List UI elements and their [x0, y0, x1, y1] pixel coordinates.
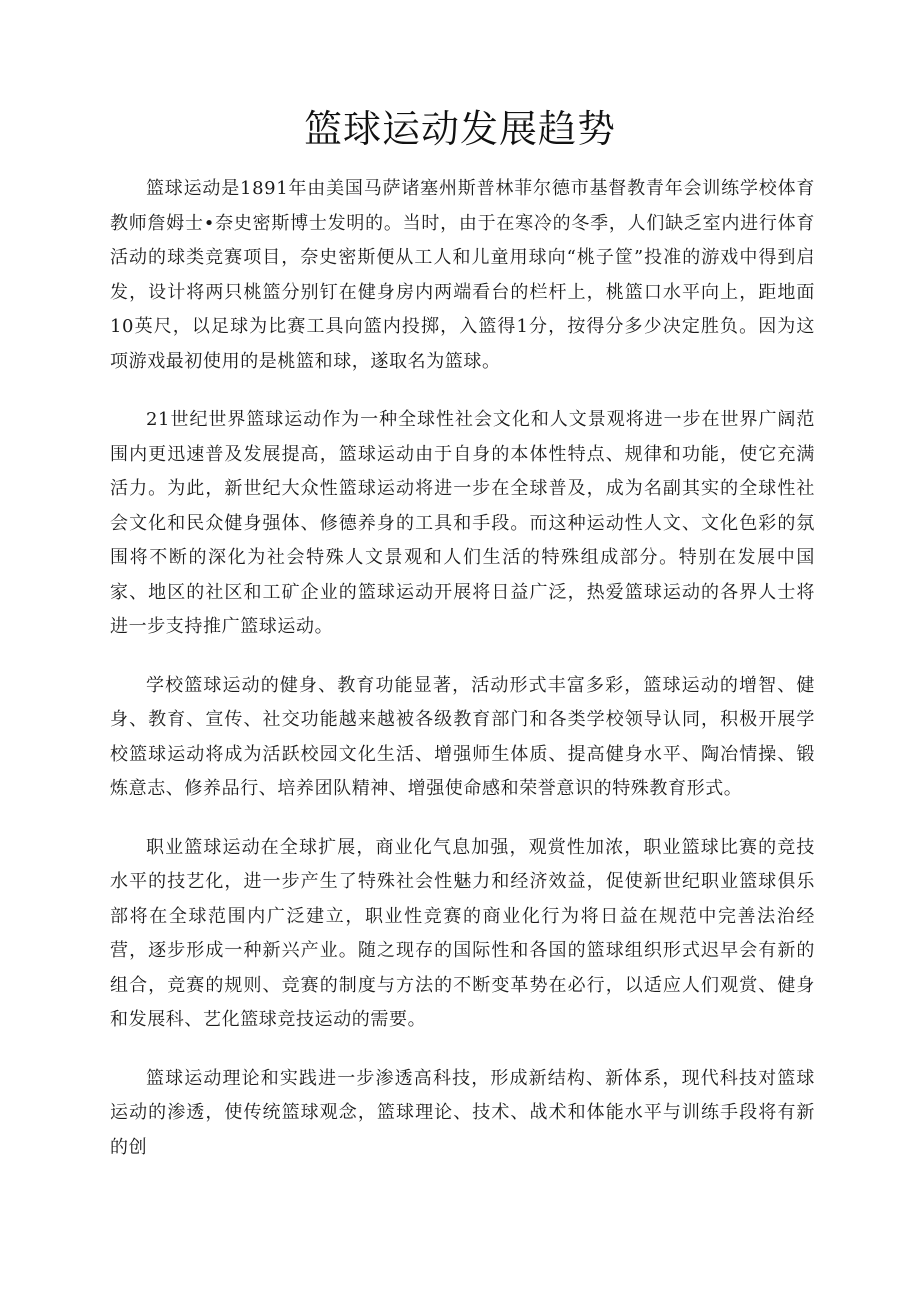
paragraph-21st-century: 21世纪世界篮球运动作为一种全球性社会文化和人文景观将进一步在世界广阔范围内更迅速普及发展提高，篮球运动由于自身的本体性特点、规律和功能，使它充满活力。为此，新世纪大众性篮球运动将进一步在全球普及，成为名副其实的全球性社会文化和民众健身强体、修德养身的工具和手段。而这种运动性人文、文化色彩的氛围将不断的深化为社会特殊人文景观和人们生活的特殊组成部分。特别在发展中国家、地区的社区和工矿企业的篮球运动开展将日益广泛，热爱篮球运动的各界人士将进一步支持推广篮球运动。: [110, 409, 815, 637]
document-title: 篮球运动发展趋势: [303, 107, 616, 151]
document-body: [110, 172, 815, 1189]
paragraph-professional-basketball: 职业篮球运动在全球扩展，商业化气息加强，观赏性加浓，职业篮球比赛的竞技水平的技艺化，进一步产生了特殊社会性魅力和经济效益，促使新世纪职业篮球俱乐部将在全球范围内广泛建立，职业性竞赛的商业化行为将日益在规范中完善法治经营，逐步形成一种新兴产业。随之现存的国际性和各国的篮球组织形式迟早会有新的组合，竞赛的规则、竞赛的制度与方法的不断变革势在必行，以适应人们观赏、健身和发展科、艺化篮球竞技运动的需要。: [110, 836, 815, 1030]
paragraph-origin: 篮球运动是1891年由美国马萨诸塞州斯普林菲尔德市基督教青年会训练学校体育教师詹姆士•奈史密斯博士发明的。当时，由于在寒冷的冬季，人们缺乏室内进行体育活动的球类竞赛项目，奈史密斯便从工人和儿童用球向“桃子筐”投准的游戏中得到启发，设计将两只桃篮分别钉在健身房内两端看台的栏杆上，桃篮口水平向上，距地面10英尺，以足球为比赛工具向篮内投掷，入篮得1分，按得分多少决定胜负。因为这项游戏最初使用的是桃篮和球，遂取名为篮球。: [110, 178, 815, 372]
paragraph-school-basketball: 学校篮球运动的健身、教育功能显著，活动形式丰富多彩，篮球运动的增智、健身、教育、宣传、社交功能越来越被各级教育部门和各类学校领导认同，积极开展学校篮球运动将成为活跃校园文化生活、增强师生体质、提高健身水平、陶冶情操、锻炼意志、修养品行、培养团队精神、增强使命感和荣誉意识的特殊教育形式。: [110, 674, 815, 799]
paragraph-theory-technology: 篮球运动理论和实践进一步渗透高科技，形成新结构、新体系，现代科技对篮球运动的渗透，使传统篮球观念，篮球理论、技术、战术和体能水平与训练手段将有新的创: [110, 1067, 815, 1158]
